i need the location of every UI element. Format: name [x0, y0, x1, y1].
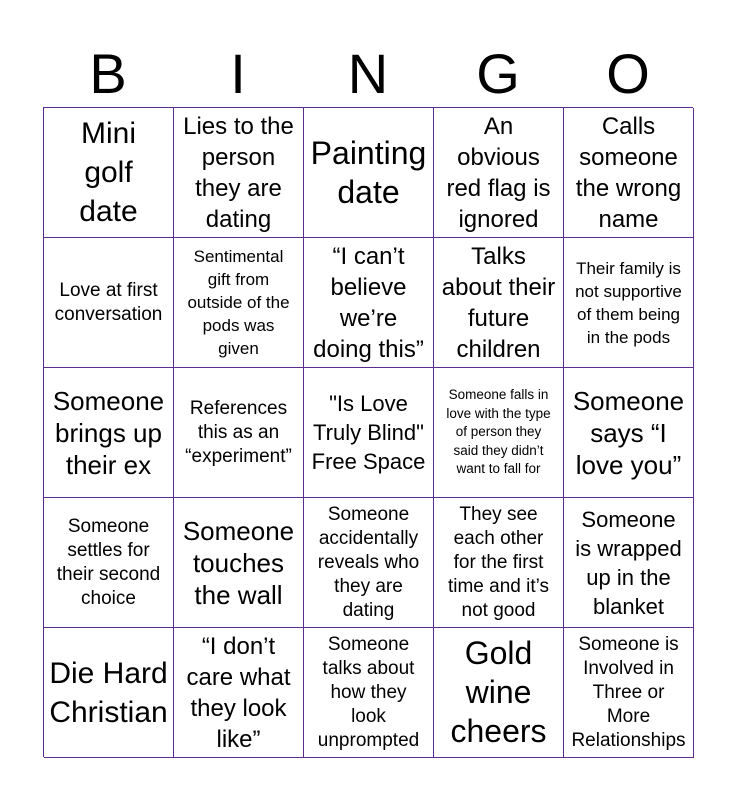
cell-text: Someone is Involved in Three or More Relationships	[571, 633, 686, 751]
cell-text: Mini golf date	[79, 117, 138, 228]
cell-text: Talks about their future children	[441, 242, 556, 363]
bingo-cell[interactable]	[564, 238, 694, 368]
bingo-cell[interactable]	[564, 108, 694, 238]
cell-text: They see each other for the first time and it’s not good	[447, 503, 550, 621]
header-letter-i: I	[230, 42, 246, 105]
cell-text: Someone talks about how they look unprompted	[317, 633, 420, 751]
cell-text: Someone settles for their second choice	[56, 515, 161, 609]
bingo-cell[interactable]	[44, 238, 174, 368]
bingo-cell[interactable]	[434, 628, 564, 758]
cell-text: Sentimental gift from outside of the pods was given	[187, 247, 290, 358]
bingo-cell[interactable]	[304, 238, 434, 368]
cell-text: Gold wine cheers	[450, 635, 547, 749]
bingo-grid	[43, 107, 693, 757]
header-letter-o: O	[606, 42, 650, 105]
cell-text: "Is Love Truly Blind" Free Space	[311, 391, 426, 474]
bingo-cell[interactable]	[434, 368, 564, 498]
bingo-cell[interactable]	[304, 368, 434, 498]
cell-text: Someone falls in love with the type of person they said they didn’t want to fall for	[446, 387, 551, 477]
bingo-cell[interactable]	[304, 108, 434, 238]
cell-text: Lies to the person they are dating	[183, 112, 294, 233]
bingo-cell[interactable]	[304, 498, 434, 628]
header-letter-b: B	[89, 42, 127, 105]
cell-text: Someone accidentally reveals who they are dating	[317, 503, 420, 621]
cell-text: “I can’t believe we’re doing this”	[313, 242, 424, 363]
bingo-cell[interactable]	[44, 368, 174, 498]
bingo-cell[interactable]	[174, 238, 304, 368]
cell-text: “I don’t care what they look like”	[186, 632, 291, 753]
cell-text: Calls someone the wrong name	[575, 112, 682, 233]
cell-text: Painting date	[310, 134, 427, 210]
bingo-cell[interactable]	[44, 108, 174, 238]
bingo-cell[interactable]	[174, 628, 304, 758]
cell-text: Die Hard Christian	[49, 656, 168, 729]
bingo-header	[43, 40, 693, 108]
bingo-cell[interactable]	[44, 628, 174, 758]
bingo-cell[interactable]	[174, 498, 304, 628]
header-letter-g: G	[476, 42, 520, 105]
cell-text: Someone touches the wall	[182, 515, 295, 610]
header-letter-n: N	[347, 42, 389, 105]
cell-text: An obvious red flag is ignored	[446, 112, 551, 233]
bingo-cell[interactable]	[174, 108, 304, 238]
cell-text: Someone is wrapped up in the blanket	[575, 506, 682, 619]
bingo-cell[interactable]	[434, 108, 564, 238]
cell-text: Someone brings up their ex	[52, 385, 165, 480]
cell-text: Love at first conversation	[54, 279, 163, 325]
bingo-cell[interactable]	[434, 238, 564, 368]
cell-text: References this as an “experiment”	[185, 397, 292, 467]
bingo-cell[interactable]	[434, 498, 564, 628]
bingo-cell[interactable]	[564, 498, 694, 628]
bingo-cell[interactable]	[304, 628, 434, 758]
bingo-cell[interactable]	[44, 498, 174, 628]
bingo-cell[interactable]	[174, 368, 304, 498]
cell-text: Their family is not supportive of them being in the pods	[575, 258, 682, 347]
cell-text: Someone says “I love you”	[572, 385, 685, 480]
bingo-cell[interactable]	[564, 628, 694, 758]
bingo-cell[interactable]	[564, 368, 694, 498]
